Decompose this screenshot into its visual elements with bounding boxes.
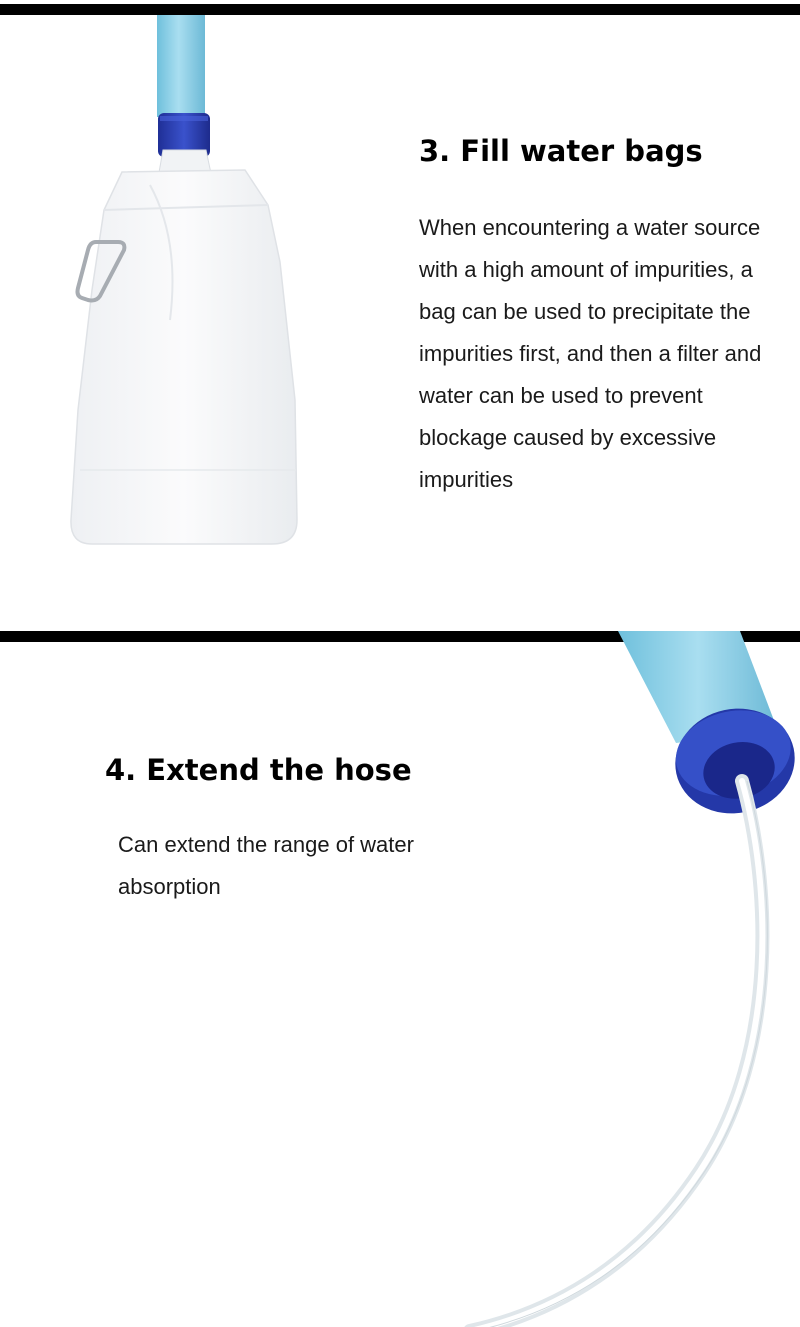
extension-hose: [470, 781, 762, 1327]
step-4-section: [0, 631, 800, 1327]
water-bag: [71, 170, 297, 544]
step-4-description: Can extend the range of water absorption: [118, 832, 414, 899]
hose-illustration: [0, 631, 800, 1327]
step-3-section: [0, 0, 800, 631]
step-4-title: 4. Extend the hose: [105, 753, 412, 787]
step-3-title: 3. Fill water bags: [419, 134, 703, 168]
step-3-description: When encountering a water source with a high amount of impurities, a bag can be used to precipitate the impurities first, and then a filter and water can be used to prevent blockage caused by excessive impurities: [419, 215, 762, 492]
filter-tube: [157, 15, 205, 117]
